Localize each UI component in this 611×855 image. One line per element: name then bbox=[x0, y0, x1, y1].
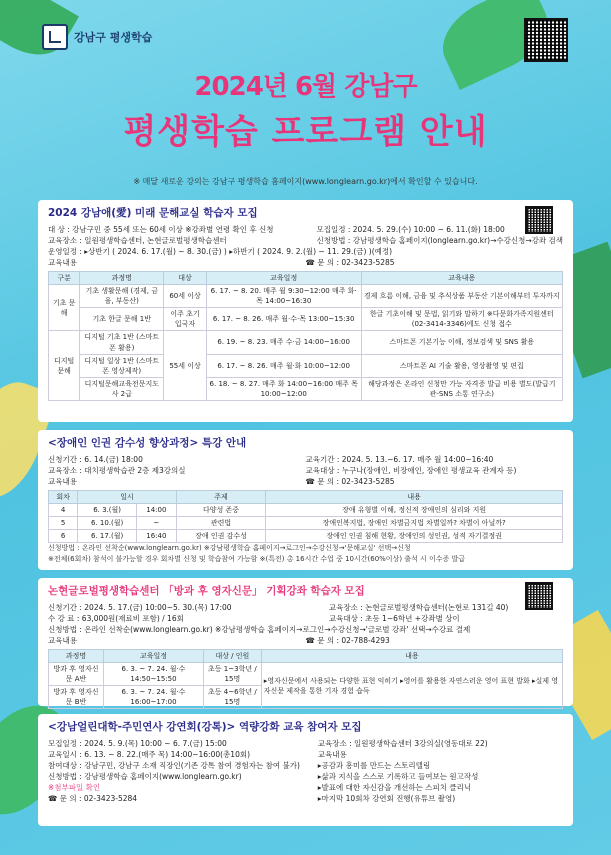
info-line: 교육장소 : 일원평생학습센터, 논현글로벌평생학습센터 bbox=[48, 236, 227, 246]
table-header: 구분 bbox=[49, 271, 80, 284]
disability-table bbox=[48, 490, 563, 544]
table-row bbox=[49, 503, 563, 516]
table-header: 주제 bbox=[176, 490, 266, 503]
table-cell: 16:40 bbox=[137, 530, 177, 543]
table-row bbox=[49, 662, 563, 685]
table-row bbox=[49, 517, 563, 530]
table-cell: 4 bbox=[49, 503, 78, 516]
list-item: ▸공감과 흥미를 만드는 스토리텔링 bbox=[317, 760, 431, 770]
table-cell: 스마트폰 기본기능 이해, 정보검색 및 SNS 활용 bbox=[361, 331, 562, 354]
table-cell: 6. 10.(월) bbox=[78, 517, 137, 530]
table-header: 회차 bbox=[49, 490, 78, 503]
table-cell: 해당과정은 온라인 신청만 가능 자격증 발급 비용 별도(발급기관-SNS 소통 연구소) bbox=[361, 377, 562, 400]
table-cell: 기초 한글 문해 1반 bbox=[80, 308, 164, 331]
table-cell: 디지털문해교육전문지도사 2급 bbox=[80, 377, 164, 400]
table-row bbox=[49, 331, 563, 354]
table-cell: 장애인복지법, 장애인 차별금지법 차별일까? 차별이 아닐까? bbox=[266, 517, 563, 530]
info-line: 신청기간 : 6. 14.(금) 18:00 bbox=[48, 455, 143, 465]
table-cell: 6. 17. ~ 8. 26. 매주 월·화 10:00~12:00 bbox=[206, 354, 361, 377]
info-line: 모집일정 : 2024. 5. 9.(목) 10:00 ~ 6. 7.(금) 15:00 bbox=[48, 739, 227, 749]
table-cell: 초등 4~6학년 / 15명 bbox=[203, 686, 261, 709]
table-row bbox=[49, 354, 563, 377]
table-header: 내용 bbox=[266, 490, 563, 503]
table-cell: 60세 이상 bbox=[164, 284, 207, 307]
table-row bbox=[49, 377, 563, 400]
table-cell: 스마트폰 AI 기술 활용, 영상촬영 및 편집 bbox=[361, 354, 562, 377]
info-line: 교육내용 bbox=[48, 257, 77, 267]
info-line: 교육일시 : 6. 13. ~ 8. 22.(매주 목) 14:00~16:00(총10회) bbox=[48, 750, 251, 760]
info-line: ※첨부파일 확인 bbox=[48, 782, 101, 792]
table-header: 과정명 bbox=[80, 271, 164, 284]
section-newspaper bbox=[38, 578, 573, 706]
title-line2: 평생학습 프로그램 안내 bbox=[123, 112, 488, 152]
list-item: ▸마지막 10회차 강연회 진행(유튜브 촬영) bbox=[317, 793, 456, 803]
list-item: ▸삶과 지식을 스스로 기록하고 들여보는 원고작성 bbox=[317, 771, 479, 781]
table-row bbox=[49, 284, 563, 307]
table-cell: 6. 18. ~ 8. 27. 매주 화 14:00~16:00 매주 목 10:00~12:00 bbox=[206, 377, 361, 400]
info-line: 신청방법 : 강남평생학습 홈페이지(longlearn.go.kr)→수강신청→강좌 검색 bbox=[316, 236, 563, 246]
table-header: 내용 bbox=[261, 649, 562, 662]
table-header: 과정명 bbox=[49, 649, 104, 662]
table-cell: 장애 인권 감수성 bbox=[176, 530, 266, 543]
table-cell: 디지털 기초 1반 (스마트폰 활용) bbox=[80, 331, 164, 354]
info-line: 신청방법 : 강남평생학습 홈페이지(www.longlearn.go.kr) bbox=[48, 771, 242, 781]
info-line: 교육기간 : 2024. 5. 13.~6. 17. 매주 월 14:00~16:40 bbox=[305, 455, 494, 465]
qr-code-icon[interactable] bbox=[524, 18, 568, 62]
contact: ☎ 문 의 : 02-788-4293 bbox=[305, 635, 390, 645]
info-line: 교육대상 : 누구나(장애인, 비장애인, 장애인 평생교육 관계자 등) bbox=[305, 466, 517, 476]
logo bbox=[42, 24, 152, 50]
table-cell: 5 bbox=[49, 517, 78, 530]
table-header: 대상 / 인원 bbox=[203, 649, 261, 662]
section-title: <장애인 인권 감수성 향상과정> 특강 안내 bbox=[48, 437, 247, 449]
table-cell: 6 bbox=[49, 530, 78, 543]
table-cell: 6. 19. ~ 8. 23. 매주 수·금 14:00~16:00 bbox=[206, 331, 361, 354]
table-cell: 장애 유형별 이해, 정신적 장애인의 심리와 지원 bbox=[266, 503, 563, 516]
table-cell: 초등 1~3학년 / 15명 bbox=[203, 662, 261, 685]
table-cell: ▸영자신문에서 사용되는 다양한 표현 익히기 ▸영어를 활용한 자연스러운 영어 표현 발화 ▸실제 영자신문 제작을 통한 기자 경험 습득 bbox=[261, 662, 562, 709]
table-cell: 디지털 문해 bbox=[49, 331, 80, 401]
table-cell: 기초 문해 bbox=[49, 284, 80, 331]
logo-text: 강남구 평생학습 bbox=[74, 31, 153, 44]
table-cell: 14:00 bbox=[137, 503, 177, 516]
info-line: 교육내용 bbox=[48, 476, 77, 486]
table-cell: 장애인 인권 침해 현황, 장애인의 성인권, 성적 자기결정권 bbox=[266, 530, 563, 543]
table-cell: 6. 3.(월) bbox=[78, 503, 137, 516]
contact: ☎ 문 의 : 02-3423-5284 bbox=[48, 793, 138, 803]
table-cell: ~ bbox=[137, 517, 177, 530]
qr-code-icon[interactable] bbox=[525, 582, 553, 610]
table-cell: 기초 생활문해 (경제, 금융, 부동산) bbox=[80, 284, 164, 307]
apply-info: 신청방법 : 온라인 선착순(www.longlearn.go.kr) ※강남평생학습 홈페이지→로그인→수강신청→'문해교실' 선택→신청 bbox=[48, 544, 411, 553]
table-cell: 6. 17. ~ 8. 20. 매주 월 9:30~12:00 매주 화·목 14:00~16:30 bbox=[206, 284, 361, 307]
info-line: 교육장소 : 일원평생학습센터 3강의실(영동대로 22) bbox=[317, 739, 488, 749]
section-title: <강남얼린대학-주민연사 강연회(강톡)> 역량강화 교육 참여자 모집 bbox=[48, 721, 362, 733]
section-title: 논현글로벌평생학습센터 「방과 후 영자신문」 기획강좌 학습자 모집 bbox=[48, 585, 365, 597]
section-title: 2024 강남애(愛) 미래 문해교실 학습자 모집 bbox=[48, 207, 258, 219]
table-cell: 경제 흐름 이해, 금융 및 추식상품 부동산 기본이해부터 투자까지 bbox=[361, 284, 562, 307]
title-line1: 2024년 6월 강남구 bbox=[194, 72, 417, 102]
info-line: 운영일정 : ▸상반기 ( 2024. 6. 17.(월) ~ 8. 30.(금) ) ▸하반기 ( 2024. 9. 2.(월) ~ 11. 29.(금) )(예정) bbox=[48, 246, 393, 256]
table-cell: 55세 이상 bbox=[164, 331, 207, 401]
logo-icon bbox=[42, 24, 68, 50]
info-line: 교육내용 bbox=[48, 635, 77, 645]
table-cell: 6. 3. ~ 7. 24. 월·수 16:00~17:00 bbox=[104, 686, 204, 709]
info-line: 교육내용 bbox=[317, 750, 347, 760]
section-talk bbox=[38, 714, 573, 826]
table-row bbox=[49, 308, 563, 331]
contact: ☎ 문 의 : 02-3423-5285 bbox=[305, 476, 395, 486]
notice: ※ 매달 새로운 강의는 강남구 평생학습 홈페이지(www.longlearn.go.kr)에서 확인할 수 있습니다. bbox=[133, 177, 478, 186]
table-cell: 디지털 일상 1반 (스마트폰 영상제작) bbox=[80, 354, 164, 377]
table-cell: 이주 초기 입국자 bbox=[164, 308, 207, 331]
info-line: 교육대상 : 초등 1~6학년 +강좌별 상이 bbox=[328, 614, 460, 624]
table-cell: 다양성 존중 bbox=[176, 503, 266, 516]
contact: ☎ 문 의 : 02-3423-5285 bbox=[305, 257, 395, 267]
table-header: 교육내용 bbox=[361, 271, 562, 284]
literacy-table bbox=[48, 271, 563, 402]
table-header: 교육일정 bbox=[104, 649, 204, 662]
info-line: 교육장소 : 논현글로벌평생학습센터(논현로 131길 40) bbox=[328, 603, 509, 613]
table-header: 대상 bbox=[164, 271, 207, 284]
info-line: 모집일정 : 2024. 5. 29.(수) 10:00 ~ 6. 11.(화) 18:00 bbox=[316, 225, 505, 235]
list-item: ▸발표에 대한 자신감을 개선하는 스피치 클리닉 bbox=[317, 782, 472, 792]
table-row bbox=[49, 530, 563, 543]
table-header: 일시 bbox=[78, 490, 177, 503]
qr-code-icon[interactable] bbox=[525, 206, 553, 234]
info-line: 교육장소 : 대치평생학습관 2층 제3강의실 bbox=[48, 466, 186, 476]
info-line: 대 상 : 강남구민 중 55세 또는 60세 이상 ※강좌별 연령 확인 후 신청 bbox=[48, 225, 274, 235]
info-line: 신청방법 : 온라인 선착순(www.longlearn.go.kr) ※강남평생학습 홈페이지→로그인→수강신청→'글로벌 강좌' 선택→수강료 결제 bbox=[48, 624, 471, 634]
table-cell: 방과 후 영자신문 B반 bbox=[49, 686, 104, 709]
section-disability bbox=[38, 430, 573, 570]
table-cell: 6. 17.(월) bbox=[78, 530, 137, 543]
info-line: 수 강 료 : 63,000원(재료비 포함) / 16회 bbox=[48, 614, 184, 624]
info-line: 참여대상 : 강남구민, 강남구 소재 직장인(기존 강톡 참여 경험자는 참여 불가) bbox=[48, 760, 300, 770]
table-cell: 한글 기초이해 및 문법, 읽기와 말하기 ※다문화가족지원센터(02-3414-3346)에도 신청 접수 bbox=[361, 308, 562, 331]
table-cell: 6. 17. ~ 8. 26. 매주 월·수·목 13:00~15:30 bbox=[206, 308, 361, 331]
table-cell: 관련법 bbox=[176, 517, 266, 530]
section-literacy bbox=[38, 200, 573, 422]
table-cell: 방과 후 영자신문 A반 bbox=[49, 662, 104, 685]
table-header: 교육일정 bbox=[206, 271, 361, 284]
note: ※전체(6회차) 참석이 불가능할 경우 회차별 신청 및 학습참여 가능함 ※(특전) 총 16시간 수업 중 10시간(60%이상) 출석 시 이수증 발급 bbox=[48, 554, 466, 563]
newspaper-table bbox=[48, 649, 563, 710]
table-cell: 6. 3. ~ 7. 24. 월·수 14:50~15:50 bbox=[104, 662, 204, 685]
info-line: 신청기간 : 2024. 5. 17.(금) 10:00~5. 30.(목) 17:00 bbox=[48, 603, 232, 613]
